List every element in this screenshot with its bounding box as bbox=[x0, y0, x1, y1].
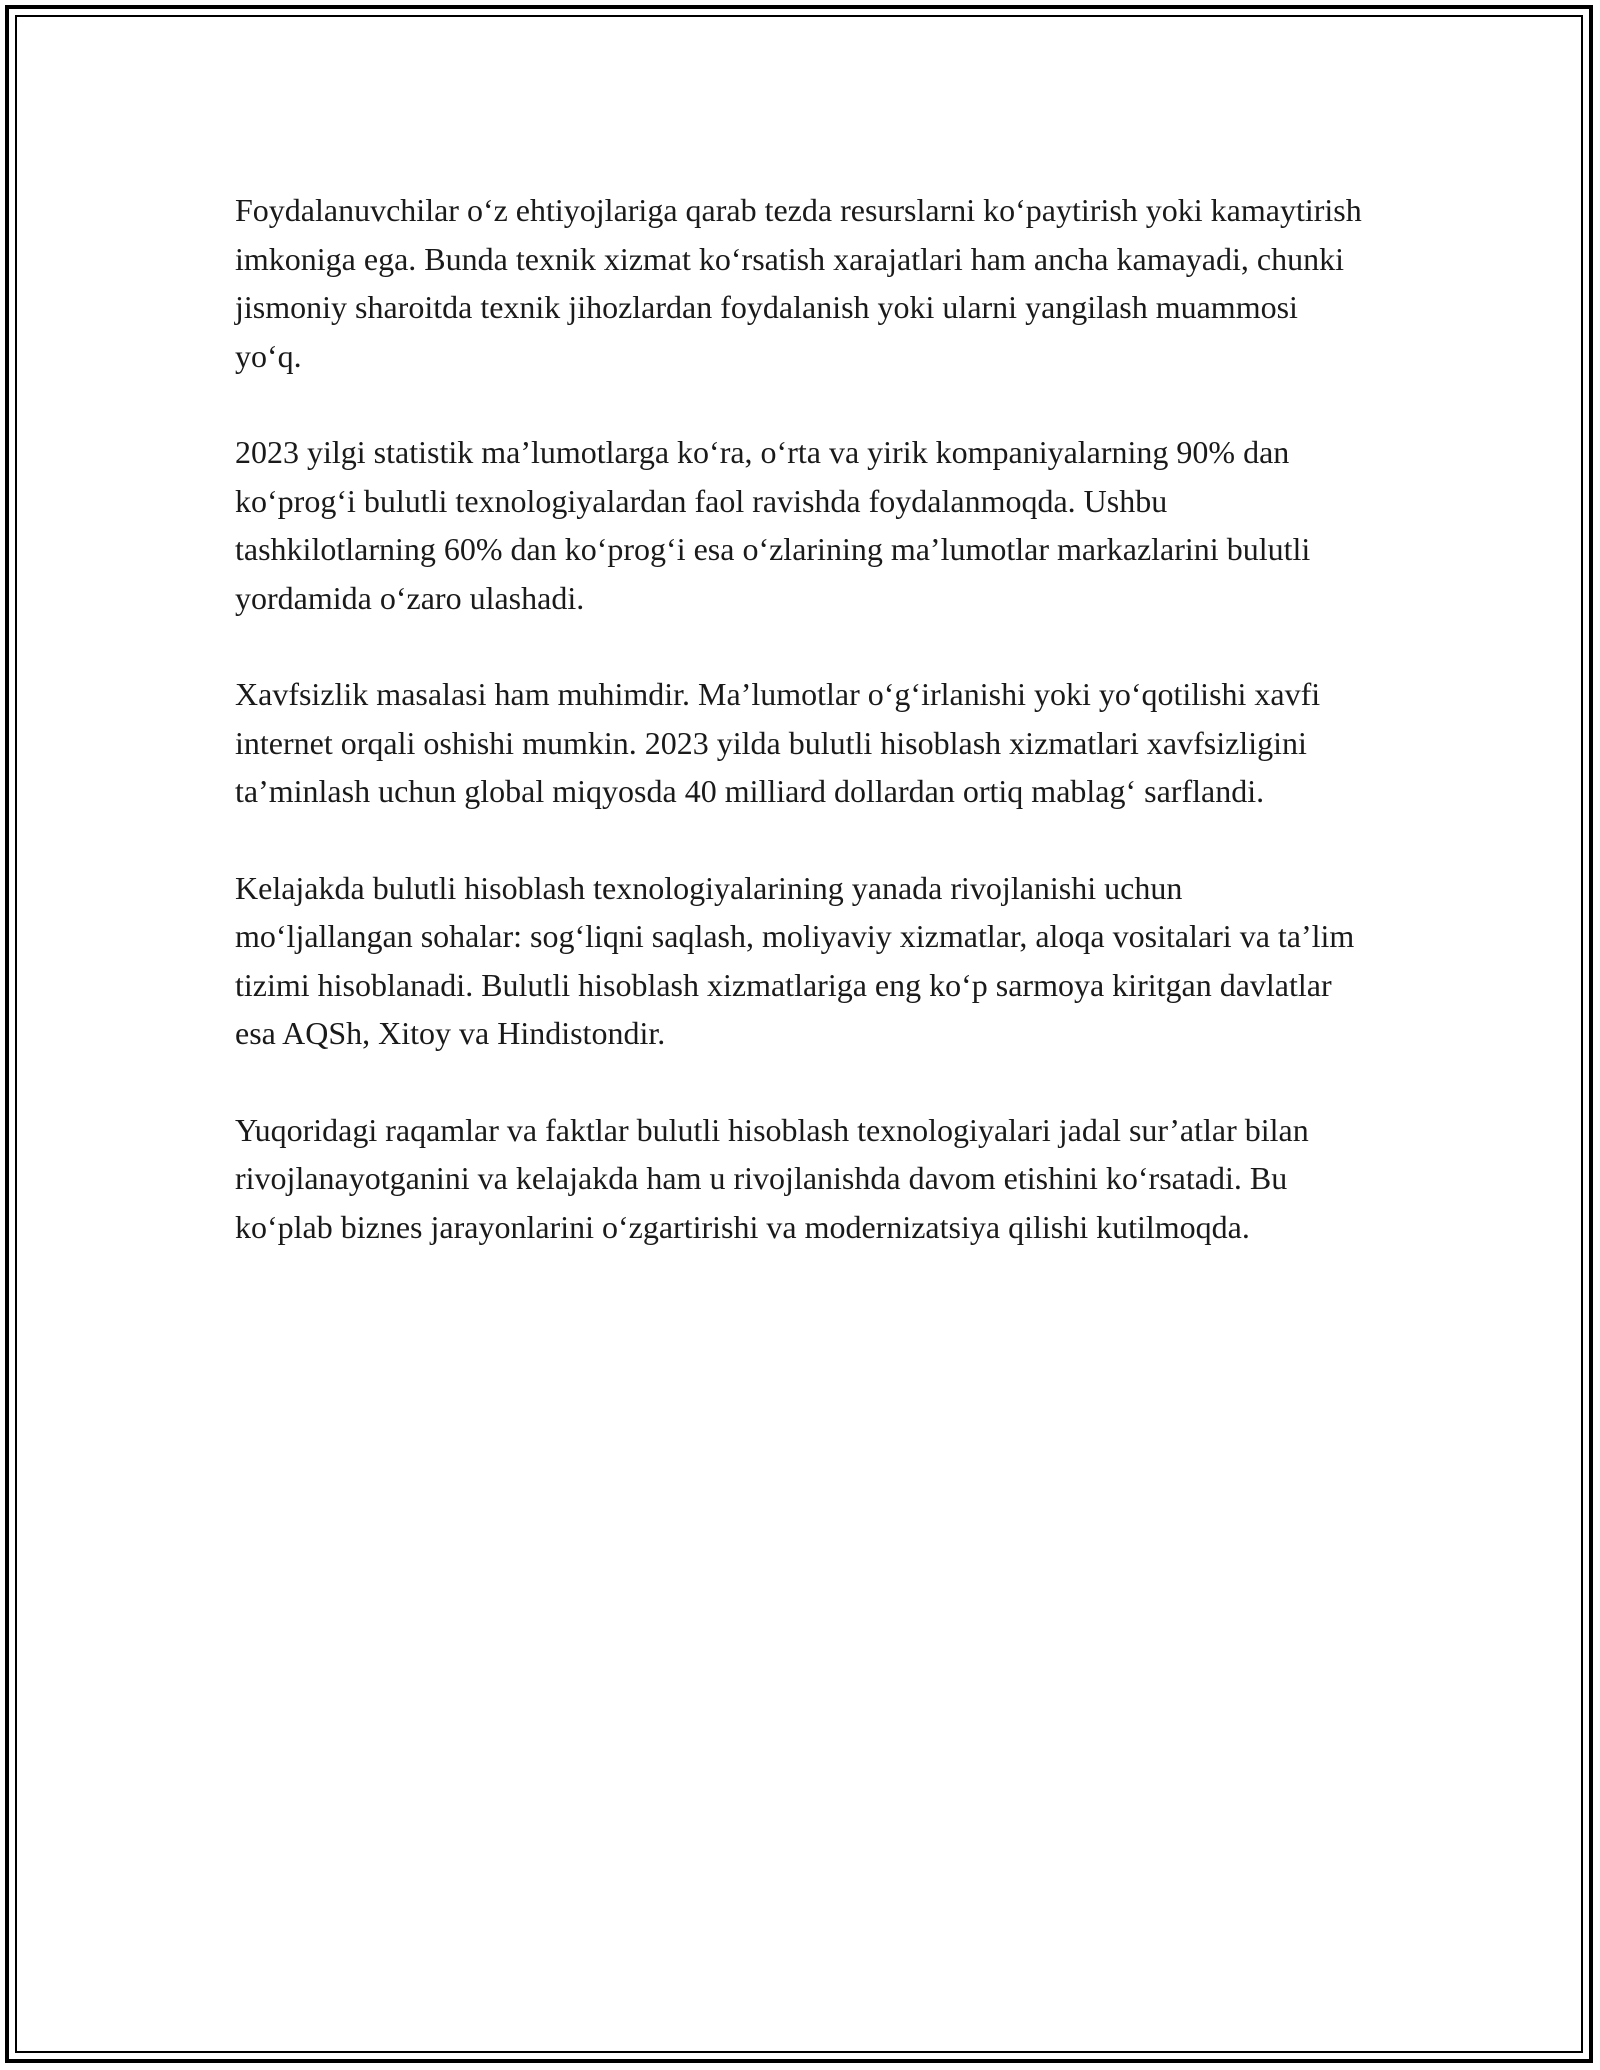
paragraph-4: Kelajakda bulutli hisoblash texnologiyalarining yanada rivojlanishi uchun mo‘ljallangan sohalar: sog‘liqni saqlash, moliyaviy xizmatlar, aloqa vositalari va ta’lim tizimi hisoblanadi. Bulutli hisoblash xizmatlariga eng ko‘p sarmoya kiritgan davlatlar esa AQSh, Xitoy va Hindistondir. bbox=[235, 869, 1355, 1051]
paragraph-2: 2023 yilgi statistik ma’lumotlarga ko‘ra, o‘rta va yirik kompaniyalarning 90% dan ko‘prog‘i bulutli texnologiyalardan faol ravishda foydalanmoqda. Ushbu tashkilotlarning 60% dan ko‘prog‘i esa o‘zlarining ma’lumotlar markazlarini bulutli yordamida o‘zaro ulashadi. bbox=[235, 434, 1311, 616]
document-body bbox=[235, 186, 1365, 1299]
paragraph-1: Foydalanuvchilar o‘z ehtiyojlariga qarab tezda resurslarni ko‘paytirish yoki kamaytirish imkoniga ega. Bunda texnik xizmat ko‘rsatish xarajatlari ham ancha kamayadi, chunki jismoniy sharoitda texnik jihozlardan foydalanish yoki ularni yangilash muammosi yo‘q. bbox=[235, 192, 1362, 374]
paragraph-5: Yuqoridagi raqamlar va faktlar bulutli hisoblash texnologiyalari jadal sur’atlar bilan rivojlanayotganini va kelajakda ham u rivojlanishda davom etishini ko‘rsatadi. Bu ko‘plab biznes jarayonlarini o‘zgartirishi va modernizatsiya qilishi kutilmoqda. bbox=[235, 1111, 1309, 1245]
paragraph-3: Xavfsizlik masalasi ham muhimdir. Ma’lumotlar o‘g‘irlanishi yoki yo‘qotilishi xavfi internet orqali oshishi mumkin. 2023 yilda bulutli hisoblash xizmatlari xavfsizligini ta’minlash uchun global miqyosda 40 milliard dollardan ortiq mablag‘ sarflandi. bbox=[235, 676, 1321, 809]
